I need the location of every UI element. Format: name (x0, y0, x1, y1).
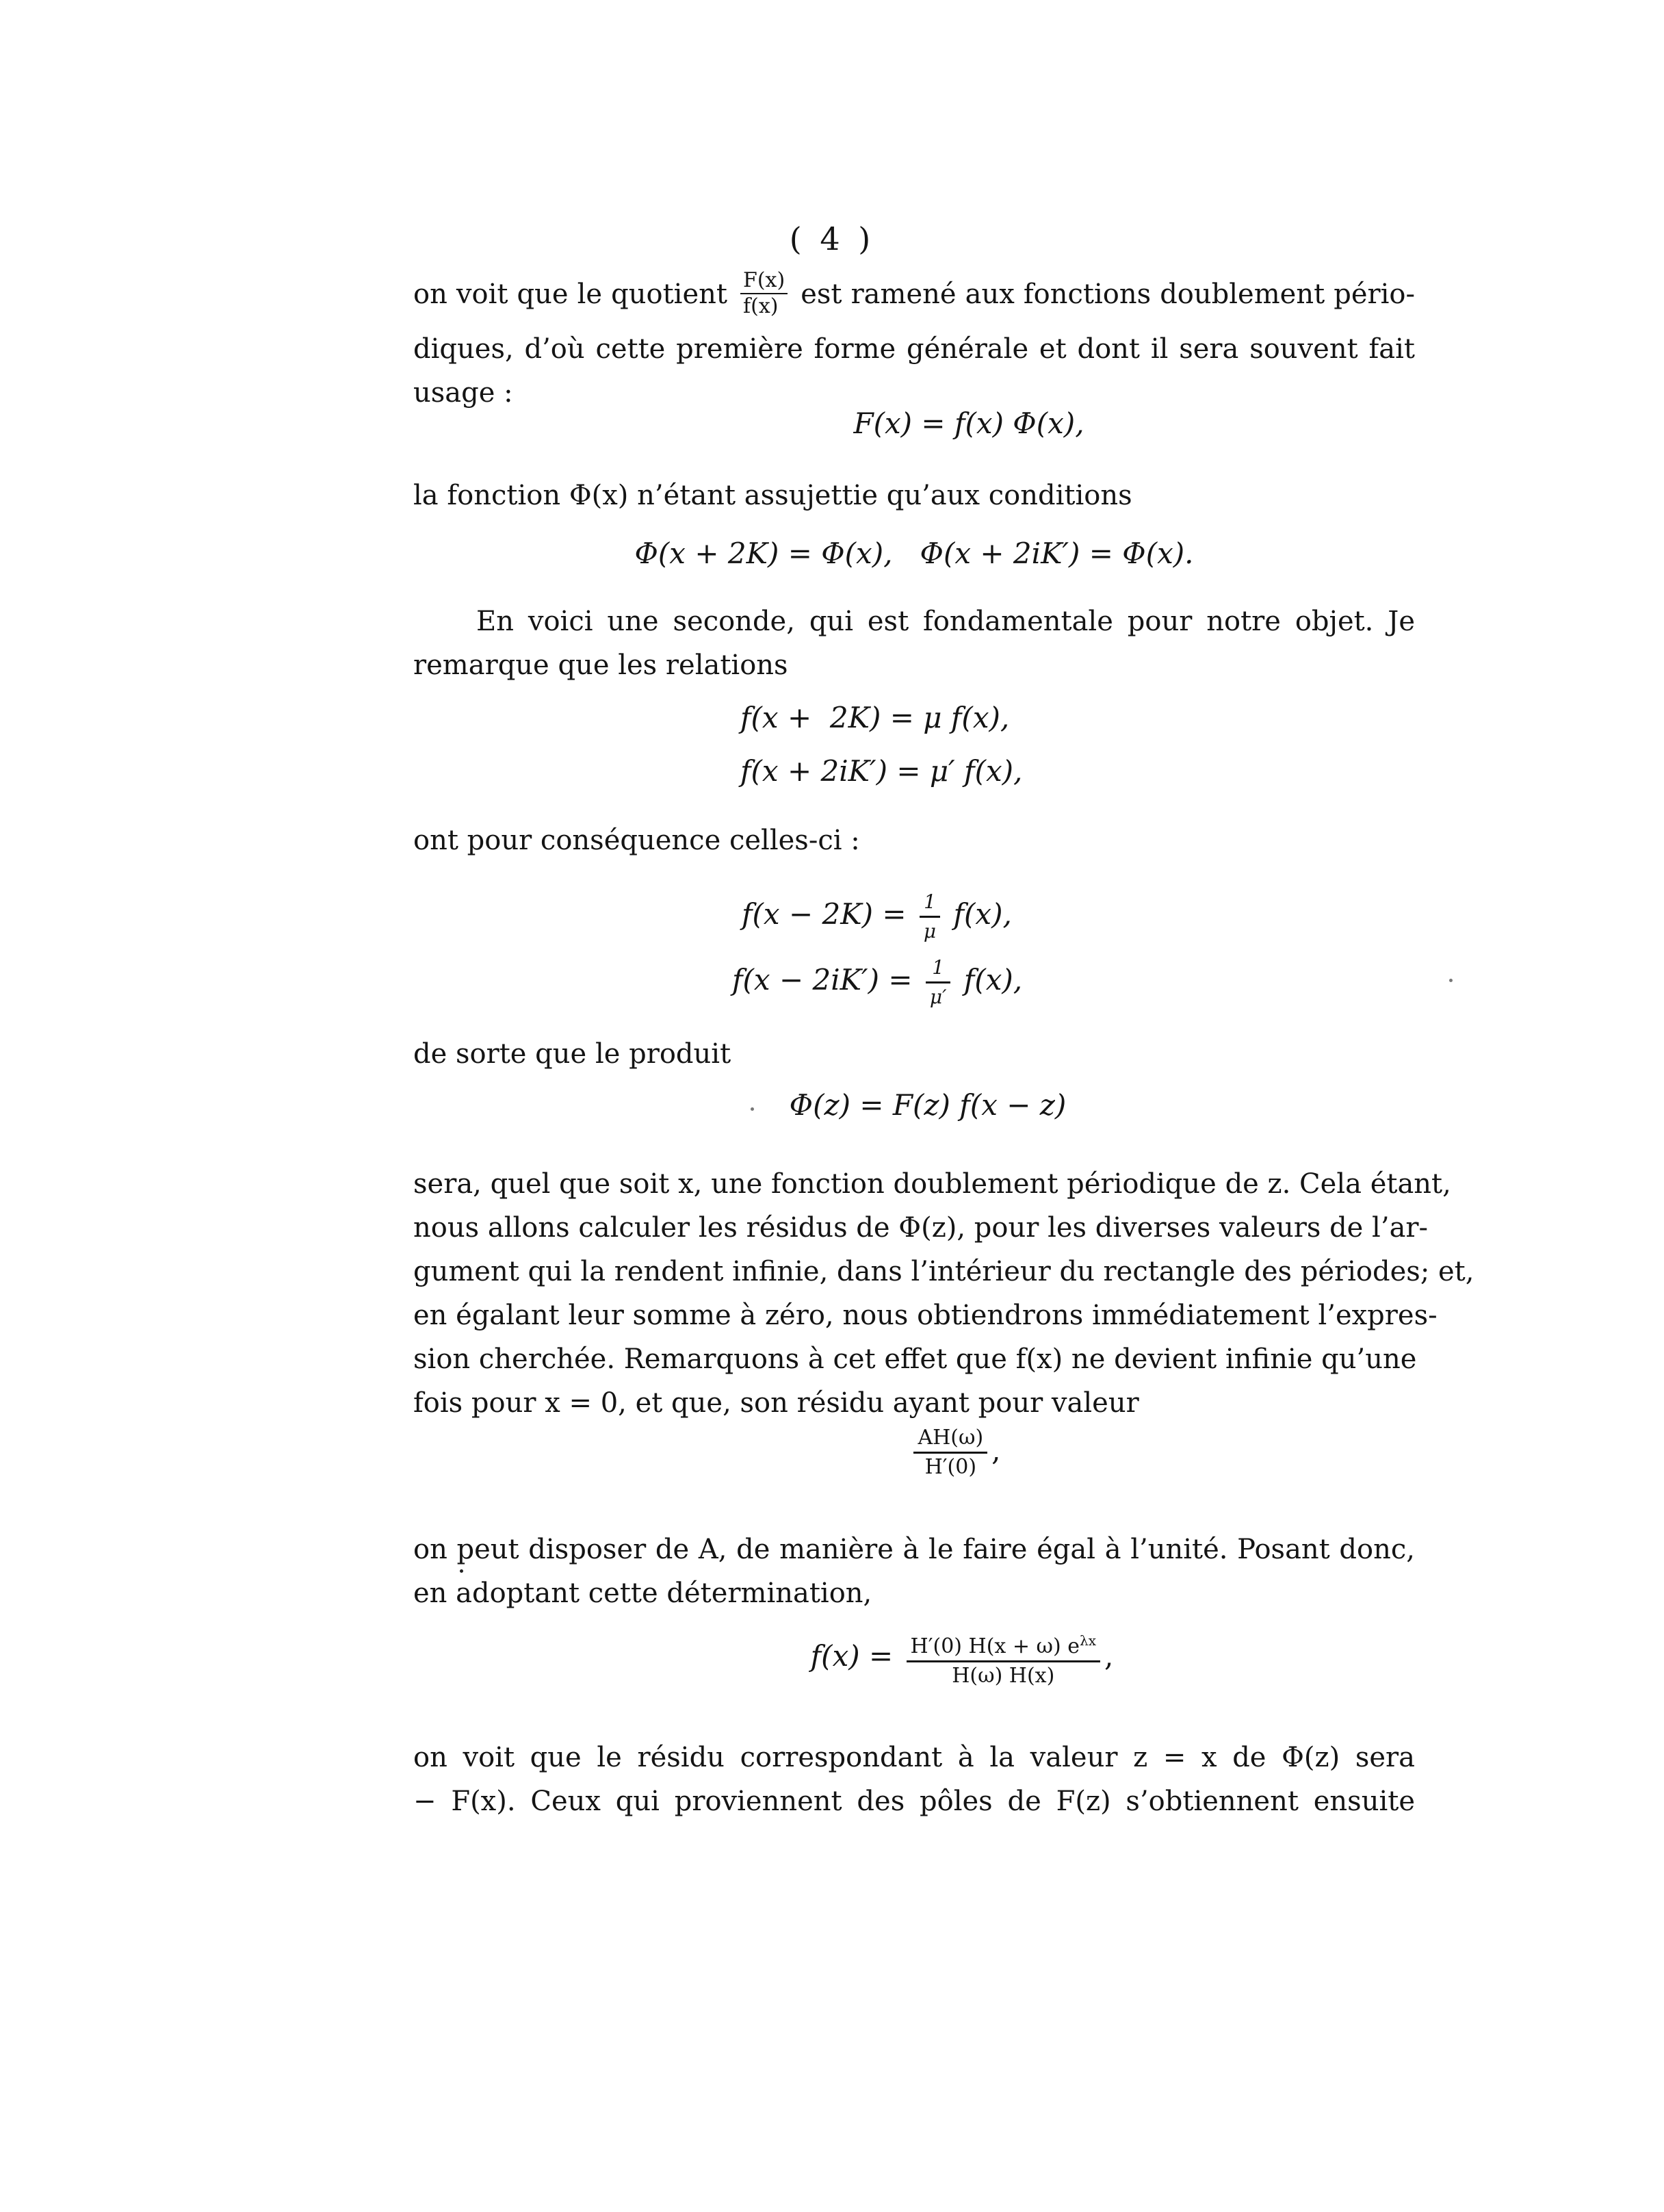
text-span: est ramené aux fonctions doublement pério- (801, 279, 1416, 310)
fraction-numerator: F(x) (740, 270, 788, 294)
paragraph-7-line-1: on peut disposer de A, de manière à le faire égal à l’unité. Posant donc, (413, 1534, 1415, 1565)
paragraph-8-line-2: − F(x). Ceux qui proviennent des pôles de F(z) s’obtiennent ensuite (413, 1786, 1415, 1817)
fraction-denominator: H′(0) (924, 1455, 977, 1479)
equation-7-comma: , (1104, 1639, 1114, 1673)
equation-3-row-1: f(x + 2K) = μ f(x), (740, 701, 1010, 734)
equation-4 (732, 882, 1022, 1013)
scan-speck (460, 1569, 463, 1573)
fraction-denominator: μ′ (929, 985, 947, 1008)
eq4-row2-fraction (926, 956, 951, 1009)
paragraph-4 (413, 819, 1415, 862)
paragraph-6-line-1: sera, quel que soit x, une fonction doublement périodique de z. Cela étant, (413, 1168, 1451, 1200)
eq4-row2-rhs: f(x), (963, 963, 1023, 996)
paragraph-3 (413, 600, 1415, 687)
text-span: on voit que le quotient (413, 279, 727, 310)
equation-6-comma: , (991, 1433, 1001, 1467)
fraction-denominator: H(ω) H(x) (952, 1664, 1055, 1688)
paragraph-3-line-2: remarque que les relations (413, 650, 788, 681)
residue-fraction (913, 1426, 987, 1479)
fraction-numerator: 1 (920, 890, 940, 918)
equation-2-text: Φ(x + 2K) = Φ(x), Φ(x + 2iK′) = Φ(x). (634, 537, 1194, 570)
paragraph-6-line-4: en égalant leur somme à zéro, nous obtiendrons immédiatement l’expres- (413, 1300, 1438, 1331)
paragraph-2-line-1: la fonction Φ(x) n’étant assujettie qu’aux conditions (413, 480, 1132, 511)
paragraph-2 (413, 474, 1415, 517)
paragraph-6-line-2: nous allons calculer les résidus de Φ(z), pour les diverses valeurs de l’ar- (413, 1212, 1429, 1244)
equation-2 (413, 537, 1415, 570)
paragraph-1 (413, 268, 1416, 320)
fraction-numerator: AH(ω) (913, 1426, 987, 1454)
equation-6 (413, 1426, 1456, 1479)
paragraph-3-line-1: En voici une seconde, qui est fondamentale pour notre objet. Je (476, 606, 1415, 637)
paragraph-6-line-3: gument qui la rendent infinie, dans l’intérieur du rectangle des périodes; et, (413, 1256, 1474, 1287)
equation-3-row-2: f(x + 2iK′) = μ′ f(x), (740, 754, 1023, 788)
paragraph-1-line-3: usage : (413, 377, 513, 409)
fraction-numerator: 1 (926, 956, 951, 983)
equation-7-fraction (907, 1629, 1100, 1688)
equation-3 (740, 691, 1022, 798)
equation-7 (413, 1629, 1463, 1688)
eq4-row2-lhs: f(x − 2iK′) = (732, 963, 913, 996)
equation-7-lhs: f(x) = (810, 1639, 894, 1673)
equation-1-text: F(x) = f(x) Φ(x), (853, 407, 1084, 440)
eq4-row1-rhs: f(x), (953, 897, 1012, 931)
paragraph-1-cont (413, 327, 1415, 415)
equation-4-row-1 (732, 882, 1022, 947)
eq4-row1-lhs: f(x − 2K) = (742, 897, 907, 931)
paragraph-7 (413, 1528, 1415, 1615)
paragraph-4-line-1: ont pour conséquence celles-ci : (413, 825, 860, 856)
quotient-fraction (740, 270, 788, 318)
equation-5 (413, 1088, 1429, 1122)
fraction-denominator: f(x) (743, 294, 779, 318)
paragraph-5-line-1: de sorte que le produit (413, 1038, 731, 1070)
page-number: ( 4 ) (789, 220, 875, 257)
scan-speck (751, 1107, 754, 1111)
paragraph-8-line-1: on voit que le résidu correspondant à la valeur z = x de Φ(z) sera (413, 1742, 1415, 1773)
paragraph-8 (413, 1736, 1415, 1823)
fraction-denominator: μ (923, 919, 937, 942)
paragraph-7-line-2: en adoptant cette détermination, (413, 1578, 872, 1609)
equation-5-text: Φ(z) = F(z) f(x − z) (789, 1088, 1067, 1122)
paragraph-1-line-1 (413, 268, 1416, 320)
paragraph-5 (413, 1032, 1415, 1076)
paragraph-1-line-2: diques, d’où cette première forme générale et dont il sera souvent fait (413, 333, 1415, 365)
equation-1 (413, 407, 1470, 440)
scan-speck (1449, 979, 1453, 982)
fraction-numerator (907, 1629, 1100, 1662)
equation-4-row-2 (732, 947, 1022, 1013)
eq4-row1-fraction (920, 890, 940, 943)
paragraph-6-line-6: fois pour x = 0, et que, son résidu ayant pour valeur (413, 1387, 1139, 1419)
paragraph-6-line-5: sion cherchée. Remarquons à cet effet que f(x) ne devient infinie qu’une (413, 1343, 1417, 1375)
exponent: λx (1080, 1632, 1096, 1649)
paragraph-6 (413, 1162, 1474, 1425)
numerator-text: H′(0) H(x + ω) e (910, 1634, 1080, 1658)
